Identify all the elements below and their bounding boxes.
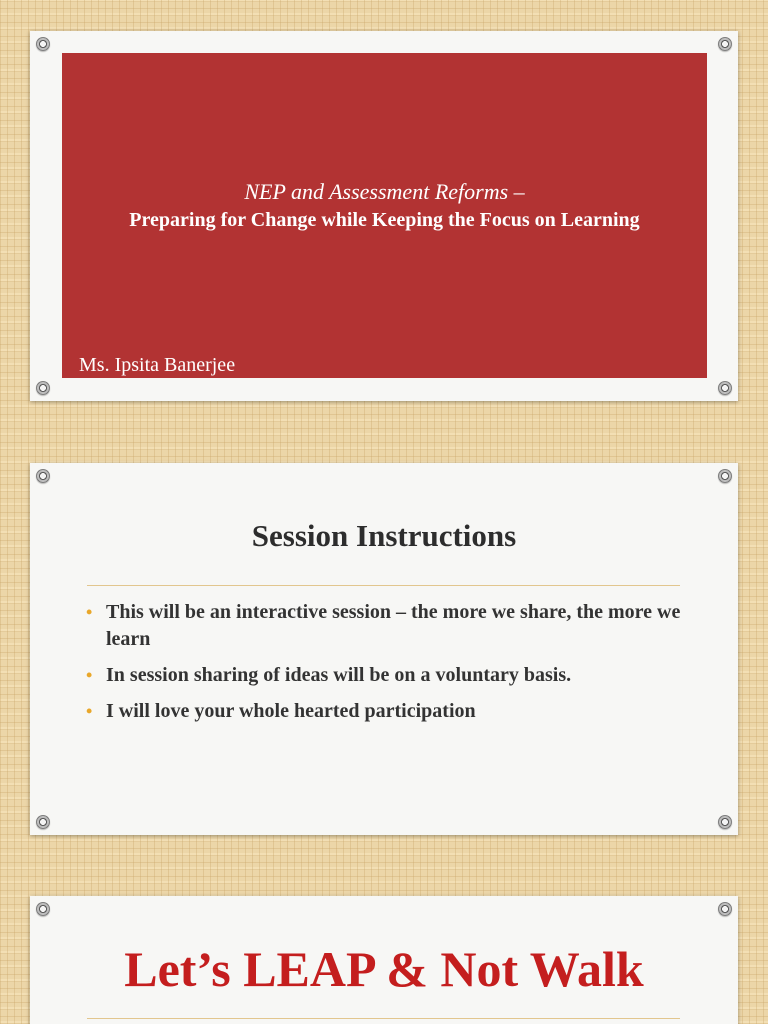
slide-heading: Let’s LEAP & Not Walk xyxy=(124,941,644,997)
list-item xyxy=(86,698,686,725)
pushpin-icon xyxy=(36,469,50,483)
bullet-icon: • xyxy=(86,701,93,721)
pushpin-icon xyxy=(718,469,732,483)
author-name: Ms. Ipsita Banerjee xyxy=(79,354,236,376)
heading-divider xyxy=(87,585,680,586)
slide-heading: Session Instructions xyxy=(251,518,517,553)
presentation-title: NEP and Assessment Reforms – xyxy=(244,179,525,204)
bullet-list xyxy=(86,599,686,734)
bullet-icon: • xyxy=(86,602,93,622)
leap-slide xyxy=(30,896,738,1024)
title-panel xyxy=(62,53,707,378)
bullet-icon: • xyxy=(86,665,93,685)
pushpin-icon xyxy=(718,381,732,395)
title-slide xyxy=(30,31,738,401)
list-item-text: I will love your whole hearted participation xyxy=(106,700,476,722)
instructions-slide xyxy=(30,463,738,835)
list-item xyxy=(86,599,686,653)
list-item-text: This will be an interactive session – the more we share, the more we learn xyxy=(106,601,681,650)
list-item xyxy=(86,662,686,689)
pushpin-icon xyxy=(36,902,50,916)
pushpin-icon xyxy=(36,815,50,829)
pushpin-icon xyxy=(718,902,732,916)
list-item-text: In session sharing of ideas will be on a voluntary basis. xyxy=(106,664,572,686)
heading-divider xyxy=(87,1018,680,1019)
presentation-subtitle: Preparing for Change while Keeping the Focus on Learning xyxy=(129,209,640,231)
pushpin-icon xyxy=(718,815,732,829)
pushpin-icon xyxy=(36,37,50,51)
pushpin-icon xyxy=(718,37,732,51)
pushpin-icon xyxy=(36,381,50,395)
